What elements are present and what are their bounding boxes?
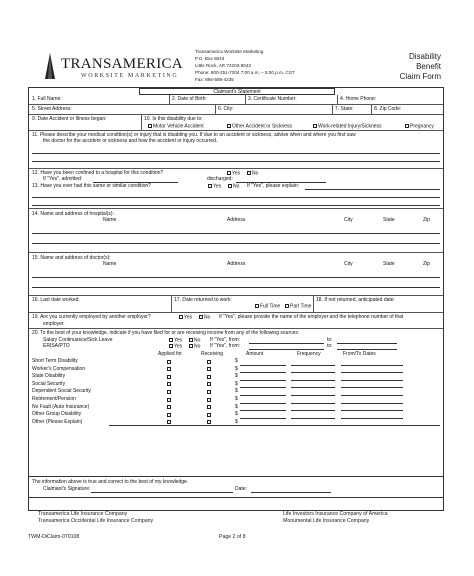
frequency-field[interactable] [291,395,335,396]
cause-other-accident[interactable]: Other Accident or Sickness [227,124,292,130]
dollar-sign: $ [235,403,238,410]
receiving-checkbox[interactable] [207,398,211,402]
income-source-label: No Fault (Auto Insurance) [32,403,90,410]
from-to-field[interactable] [341,418,403,419]
col-name: Name [103,261,117,267]
applied-for-checkbox[interactable] [167,360,171,364]
income-source-label: State Disability [32,373,66,380]
checkbox[interactable] [313,124,317,128]
logo-name: TRANSAMERICA [61,56,183,72]
transamerica-logo [41,52,183,80]
income-source-label: Worker's Compensation [32,365,86,372]
receiving-checkbox[interactable] [207,367,211,371]
last-worked-label: 16. Last date worked: [32,297,80,303]
returned-part-time[interactable]: Part Time [285,304,311,310]
row-medical-condition [29,131,443,169]
similar-condition-label: 13. Have you ever had this same or similar condition? [32,183,151,189]
cause-work-related[interactable]: Work-related Injury/Sickness [313,124,382,130]
form-title-line: Claim Form [399,72,441,81]
row-doctors [29,253,443,296]
employer-explain-label-2: employer. [43,321,65,327]
erisa-no[interactable]: No [189,344,200,350]
cause-motor-vehicle[interactable]: Motor Vehicle Accident [148,124,204,130]
receiving-checkbox[interactable] [207,382,211,386]
pyramid-icon [41,52,59,80]
checkbox[interactable] [199,315,203,319]
col-state: State [383,217,395,223]
address-line: Transamerica Worksite Marketing [195,49,264,54]
footer-company: Life Investors Insurance Company of America [283,511,388,517]
erisa-from-field[interactable] [249,349,324,350]
returned-label: 17. Date returned to work: [174,297,232,303]
footer-companies-left [38,511,153,525]
certification-text: The information above is true and correct to the best of my knowledge. [32,479,189,485]
hospital-confined-label: 12. Have you been confined to a hospital for this condition? [32,170,164,176]
salary-from-field[interactable] [249,343,324,344]
row-address [29,105,443,115]
amount-field[interactable] [240,365,286,366]
salary-continuance-label: Salary Continuance/Sick Leave [43,337,113,343]
returned-full-time[interactable]: Full Time [255,304,280,310]
salary-to-label: to: [327,337,333,343]
other-employer-label: 19. Are you currently employed by another employer? [32,314,151,320]
col-zip: Zip [423,217,430,223]
col-frequency: Frequency [297,351,321,357]
applied-for-checkbox[interactable] [167,420,171,424]
amount-field[interactable] [240,395,286,396]
erisa-to-field[interactable] [337,349,397,350]
logo-tagline: WORKSITE MARKETING [81,73,179,79]
col-from-to-dates: From/To Dates [343,351,376,357]
col-amount: Amount [246,351,264,357]
from-to-field[interactable] [341,395,403,396]
dollar-sign: $ [235,358,238,364]
hospital-line[interactable] [32,233,440,234]
income-source-label: Short Term Disability [32,358,78,364]
employer-explain-label: If "Yes", please provide the name of the employer and the telephone number of that [219,314,404,320]
income-source-label: Social Security [32,380,66,387]
address-line: Little Rock, AR 72203-8043 [195,63,251,69]
amount-field[interactable] [240,410,286,411]
receiving-checkbox[interactable] [207,413,211,417]
hospital-no[interactable]: No [247,171,258,177]
receiving-checkbox[interactable] [207,405,211,409]
footer-company: Transamerica Life Insurance Company [38,511,128,517]
from-to-field[interactable] [341,410,403,411]
dollar-sign: $ [235,396,238,402]
salary-yes[interactable]: Yes [169,338,182,344]
form-title [400,52,441,82]
home-phone-label: 4. Home Phone: [340,96,377,102]
street-address-label: 5. Street Address: [32,106,72,112]
anticipated-date-label: 18. If not returned, anticipated date: [316,297,395,303]
address-line: Phone: 800-251-7204 7:00 a.m. – 5:00 p.m. CST [195,70,295,76]
state-label: 7. State: [335,106,354,112]
row-hospitals [29,209,443,253]
col-city: City [344,261,353,267]
col-address: Address [227,261,246,267]
checkbox[interactable] [148,124,152,128]
amount-field[interactable] [240,403,286,404]
employer-yes[interactable]: Yes [179,315,192,321]
similar-explain-line[interactable] [32,197,440,198]
dob-label: 2. Date of Birth: [172,96,207,102]
checkbox[interactable] [208,184,212,188]
row-other-income [29,329,443,473]
frequency-field[interactable] [291,410,335,411]
col-address: Address [227,217,246,223]
similar-yes[interactable]: Yes [208,184,221,190]
applied-for-checkbox[interactable] [167,413,171,417]
form-title-line: Disability [408,52,441,61]
checkbox[interactable] [255,304,259,308]
salary-to-field[interactable] [337,343,397,344]
company-address [195,48,295,83]
applied-for-checkbox[interactable] [167,375,171,379]
applied-for-checkbox[interactable] [167,382,171,386]
medical-condition-label: 11. Please describe your medical condition(s) or injury that is disabling you. If due to an accident or sickness, advise when and where you first saw [32,132,356,138]
amount-field[interactable] [240,372,286,373]
col-zip: Zip [423,261,430,267]
doctor-line[interactable] [32,287,440,288]
dollar-sign: $ [235,418,238,425]
income-source-row [29,359,443,366]
similar-explain-field[interactable] [305,189,440,190]
full-name-label: 1. Full Name: [32,96,62,102]
receiving-checkbox[interactable] [207,420,211,424]
checkbox[interactable] [179,315,183,319]
signature-field[interactable] [91,492,233,493]
footer-company: Transamerica Occidental Life Insurance Company [38,518,154,524]
zip-label: 8. Zip Code: [374,106,402,112]
dollar-sign: $ [235,373,238,380]
income-source-label: Retirement/Pension [32,396,76,402]
city-label: 6. City: [218,106,234,112]
income-source-row [29,397,443,404]
checkbox[interactable] [405,124,409,128]
medical-condition-line[interactable] [32,161,440,162]
amount-field[interactable] [240,418,286,419]
receiving-checkbox[interactable] [207,360,211,364]
receiving-checkbox[interactable] [207,375,211,379]
accident-date-label: 9. Date Accident or Illness began: [32,116,107,122]
checkbox[interactable] [227,171,231,175]
hospitals-label: 14. Name and address of hospital(s): [32,211,114,217]
signature-date-label: Date: [235,486,247,492]
similar-no[interactable]: No [228,184,239,190]
income-source-label: Other Group Disability [32,411,82,418]
applied-for-checkbox[interactable] [167,405,171,409]
footer-companies-right [283,511,388,525]
similar-explain-label: If "Yes", please explain: [247,183,300,189]
frequency-field[interactable] [291,372,335,373]
salary-no[interactable]: No [189,338,200,344]
col-name: Name [103,217,117,223]
dollar-sign: $ [235,380,238,387]
signature-label: Claimant's Signature: [43,486,91,492]
discharged-label: discharged: [207,176,233,182]
dollar-sign: $ [235,365,238,372]
col-state: State [383,261,395,267]
footer-company: Monumental Life Insurance Company [283,518,370,524]
dollar-sign: $ [235,411,238,418]
salary-from-label: If "Yes", from: [210,337,241,343]
amount-field[interactable] [240,380,286,381]
page-number: Page 2 of 8 [219,534,246,540]
applied-for-checkbox[interactable] [167,398,171,402]
employer-no[interactable]: No [199,315,210,321]
from-to-field[interactable] [341,380,403,381]
amount-field[interactable] [240,387,286,388]
erisa-yes[interactable]: Yes [169,344,182,350]
row-hospital-history [29,169,443,209]
dollar-sign: $ [235,388,238,395]
address-line: Fax: 866-588-4235 [195,77,234,83]
income-source-label: Dependent Social Security [32,388,91,395]
similar-explain-line[interactable] [32,205,440,206]
section-header: Claimant's Statement [139,88,335,95]
from-to-field[interactable] [341,387,403,388]
medical-condition-line[interactable] [32,153,440,154]
doctor-line[interactable] [32,277,440,278]
form-title-line: Benefit [416,62,441,71]
checkbox[interactable] [247,171,251,175]
frequency-field[interactable] [291,380,335,381]
from-to-field[interactable] [341,372,403,373]
row-work-dates [29,296,443,313]
row-other-employer [29,313,443,329]
checkbox[interactable] [189,344,193,348]
checkbox[interactable] [169,344,173,348]
income-source-label: Other (Please Explain) [32,418,83,425]
checkbox[interactable] [227,124,231,128]
applied-for-checkbox[interactable] [167,367,171,371]
cause-pregnancy[interactable]: Pregnancy [405,124,434,130]
certificate-label: 3. Certificate Number: [248,96,297,102]
col-applied-for: Applied for [158,351,182,357]
hospital-line[interactable] [32,243,440,244]
receiving-checkbox[interactable] [207,390,211,394]
address-line: P.O. Box 8043 [195,56,225,62]
col-city: City [344,217,353,223]
erisa-to-label: to: [327,343,333,349]
from-to-field[interactable] [341,403,403,404]
col-receiving: Receiving [201,351,223,357]
cause-label: 10. Is this disability due to: [144,116,203,122]
row-cause [29,115,443,131]
signature-date-field[interactable] [251,492,331,493]
form-code: TWM-DiClaim-070108 [28,534,80,540]
row-personal [29,95,443,105]
other-income-label: 20. To the best of your knowledge, indicate if you have filed for or are receiving income from any of the following sources: [32,330,300,336]
from-to-field[interactable] [341,365,403,366]
claim-form-page [23,40,449,560]
claimant-statement-section [28,87,444,511]
checkbox[interactable] [228,184,232,188]
admitted-label: If "Yes", admitted: [43,176,83,182]
frequency-field[interactable] [291,403,335,404]
erisa-label: ERISA/PTO [43,343,70,349]
frequency-field[interactable] [291,387,335,388]
checkbox[interactable] [189,338,193,342]
checkbox[interactable] [169,338,173,342]
checkbox[interactable] [285,304,289,308]
hospital-yes[interactable]: Yes [227,171,240,177]
doctors-label: 15. Name and address of doctor(s): [32,255,111,261]
other-explain-field[interactable] [109,425,440,426]
frequency-field[interactable] [291,365,335,366]
erisa-from-label: If "Yes", from: [210,343,241,349]
frequency-field[interactable] [291,418,335,419]
certification-box [28,476,444,498]
applied-for-checkbox[interactable] [167,390,171,394]
medical-condition-label-2: the doctor for the accident or sickness and how the accident or injury occurred. [43,138,218,144]
